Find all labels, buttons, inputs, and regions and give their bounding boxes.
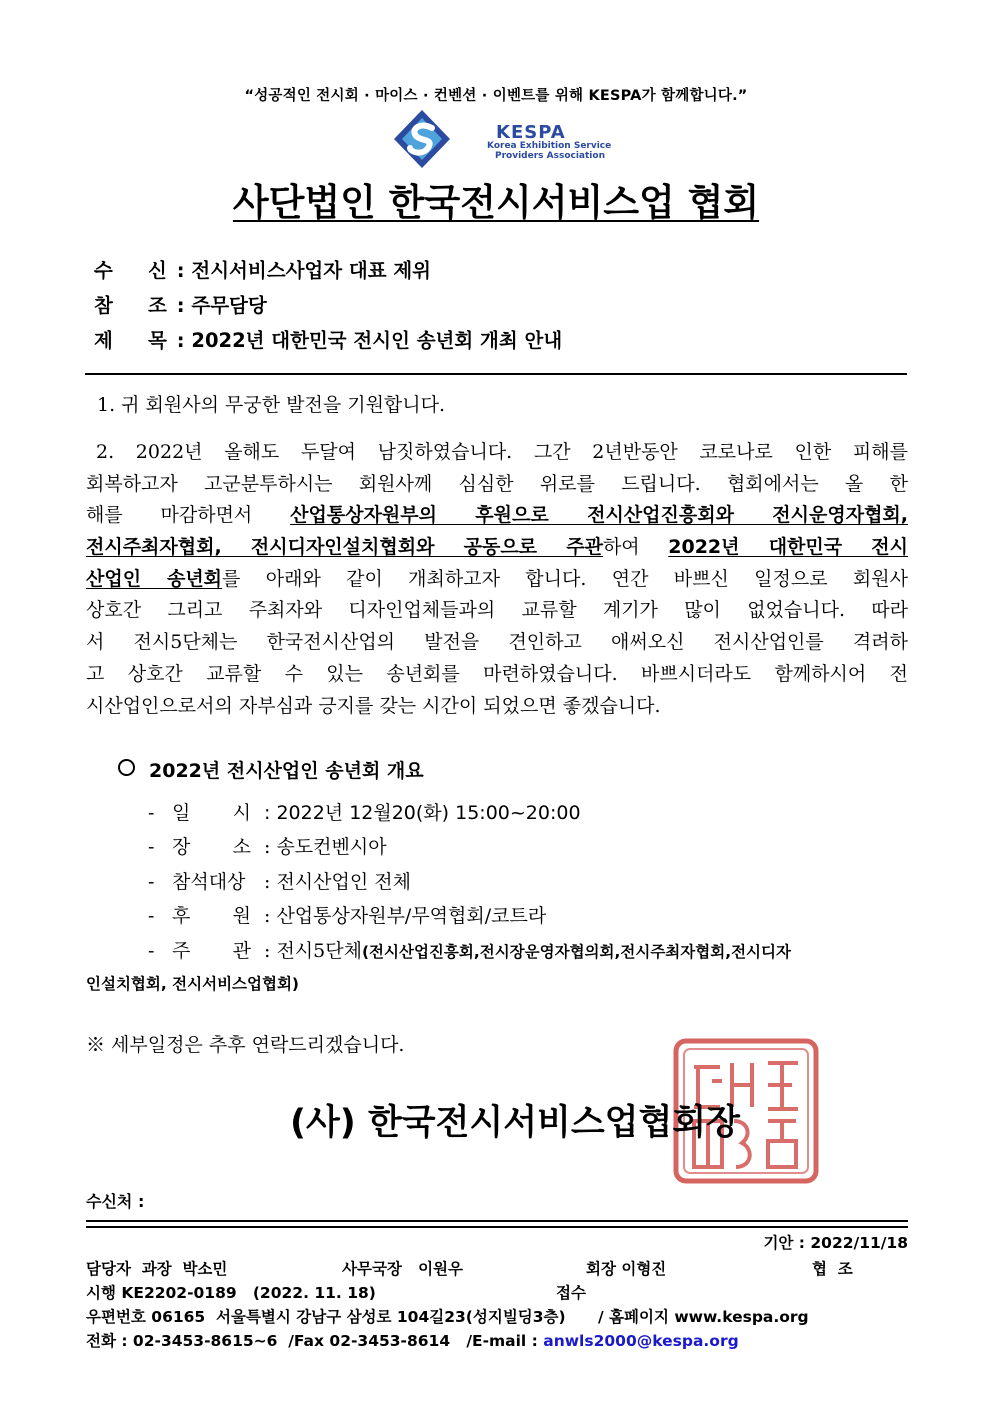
- enforcement-number: 시행 KE2202-0189 (2022. 11. 18): [86, 1284, 376, 1302]
- item-value: : 전시산업인 전체: [264, 871, 411, 893]
- subject-key-2: 목: [148, 329, 167, 352]
- footer-divider-top: [86, 1220, 908, 1222]
- paragraph-2: [86, 437, 908, 722]
- header-divider: [85, 373, 907, 375]
- recipient-key-2: 신: [148, 259, 167, 282]
- recipient-value: : 전시서비스사업자 대표 제위: [176, 259, 432, 282]
- recipient-line: [94, 255, 431, 283]
- overview-item-date: - 일 시 : 2022년 12월20(화) 15:00~20:00: [148, 798, 581, 825]
- host-highlight: 전시주최자협회, 전시디자인설치협회와 공동으로 주관: [86, 536, 603, 559]
- paragraph-2-text: 하여: [602, 536, 669, 559]
- footer-divider-bottom: [86, 1226, 908, 1228]
- overview-title: [118, 756, 424, 783]
- subject-line: [94, 325, 562, 353]
- event-highlight-cont: 산업인 송년회: [86, 567, 223, 590]
- paragraph-2-line: 서 전시5단체는 한국전시산업의 발전을 견인하고 애써오신 전시산업인를 격려하: [86, 631, 908, 654]
- approval-row: [86, 1257, 227, 1279]
- paragraph-2-text: 해를 마감하면서: [86, 504, 291, 527]
- paragraph-1: 1. 귀 회원사의 무궁한 발전을 기원합니다.: [97, 394, 446, 416]
- overview-item-host-continued: 인설치협회, 전시서비스업협회): [86, 975, 300, 993]
- address-line: 우편번호 06165 서울특별시 강남구 삼성로 104길23(성지빌딩3층) / 홈페이지 www.kespa.org: [86, 1308, 809, 1326]
- subject-value: : 2022년 대한민국 전시인 송년회 개최 안내: [176, 329, 563, 352]
- director-name: 사무국장 이원우: [342, 1260, 464, 1278]
- recipient-key-1: 수: [94, 259, 113, 282]
- logo-text: KESPA: [496, 122, 566, 143]
- reference-line: [94, 290, 267, 318]
- reference-key-2: 조: [148, 294, 167, 317]
- item-value: : 송도컨벤시아: [264, 836, 387, 858]
- logo-subtitle-line2: Providers Association: [495, 151, 605, 161]
- item-key: 후 원: [172, 905, 251, 927]
- paragraph-2-line: [86, 532, 908, 564]
- kespa-logo: [392, 108, 612, 170]
- slogan: “성공적인 전시회 · 마이스 · 컨벤션 · 이벤트를 위해 KESPA가 함께합니다.”: [244, 88, 748, 104]
- paragraph-2-text: 를 아래와 같이 개최하고자 합니다. 연간 바쁘신 일정으로 회원사: [222, 567, 908, 590]
- paragraph-2-line: [86, 500, 908, 532]
- recipients-label: 수신처 :: [86, 1192, 145, 1211]
- item-key: 일 시: [172, 802, 251, 824]
- staff-name: 담당자 과장 박소민: [86, 1260, 228, 1278]
- reference-key-1: 참: [94, 294, 113, 317]
- subject-key-1: 제: [94, 329, 113, 352]
- schedule-note: ※ 세부일정은 추후 연락드리겠습니다.: [86, 1034, 405, 1056]
- paragraph-2-line: 2. 2022년 올해도 두달여 남짓하였습니다. 그간 2년반동안 코로나로 인한 피해를: [96, 441, 908, 463]
- overview-item-host: - 주 관 : 전시5단체(전시산업진흥회,전시장운영자협의회,전시주최자협회,전시디자: [148, 936, 791, 963]
- paragraph-2-line: 상호간 그리고 주최자와 디자인업체들과의 교류할 계기가 많이 없었습니다. 따라: [86, 599, 908, 622]
- signature-title: (사) 한국전시서비스업협회장: [290, 1103, 740, 1143]
- sponsor-highlight: 산업통상자원부의 후원으로 전시산업진흥회와 전시운영자협회,: [290, 504, 909, 527]
- paragraph-2-line: [86, 564, 908, 596]
- event-highlight: 2022년 대한민국 전시: [668, 536, 909, 559]
- item-value-detail: (전시산업진흥회,전시장운영자협의회,전시주최자협회,전시디자: [361, 943, 791, 961]
- contact-line: [86, 1329, 739, 1351]
- item-key: 참석대상: [172, 871, 246, 893]
- item-value: : 전시5단체: [264, 940, 362, 962]
- organization-title: [0, 172, 992, 226]
- receipt-label: 접수: [556, 1284, 586, 1302]
- paragraph-2-line: 고 상호간 교류할 수 있는 송년회를 마련하였습니다. 바쁘시더라도 함께하시어 전: [86, 662, 908, 685]
- item-key: 장 소: [172, 836, 251, 858]
- paragraph-2-line: 회복하고자 고군분투하시는 회원사께 심심한 위로를 드립니다. 협회에서는 올 한: [86, 472, 908, 495]
- overview-item-venue: - 장 소 : 송도컨벤시아: [148, 832, 387, 859]
- circle-bullet-icon: [118, 759, 135, 776]
- reference-value: : 주무담당: [176, 294, 267, 317]
- overview-item-sponsor: - 후 원 : 산업통상자원부/무역협회/코트라: [148, 901, 546, 928]
- item-value: : 2022년 12월20(화) 15:00~20:00: [264, 802, 581, 824]
- logo-subtitle-line1: Korea Exhibition Service: [487, 141, 612, 151]
- draft-date: 기안 : 2022/11/18: [763, 1234, 908, 1252]
- paragraph-2-line: 시산업인으로서의 자부심과 긍지를 갖는 시간이 되었으면 좋겠습니다.: [86, 694, 661, 717]
- overview-item-attendees: - 참석대상 : 전시산업인 전체: [148, 867, 411, 894]
- cooperation-label: 협 조: [812, 1260, 853, 1278]
- president-name: 회장 이형진: [586, 1260, 667, 1278]
- logo-subtitle: [487, 141, 611, 161]
- contact-text: 전화 : 02-3453-8615~6 /Fax 02-3453-8614 /E-mail :: [86, 1332, 544, 1350]
- item-key: 주 관: [172, 940, 251, 962]
- email-link[interactable]: anwls2000@kespa.org: [543, 1332, 739, 1350]
- overview-title-text: 2022년 전시산업인 송년회 개요: [149, 760, 424, 782]
- organization-title-text: 사단법인 한국전시서비스업 협회: [232, 181, 760, 224]
- item-value: : 산업통상자원부/무역협회/코트라: [264, 905, 547, 927]
